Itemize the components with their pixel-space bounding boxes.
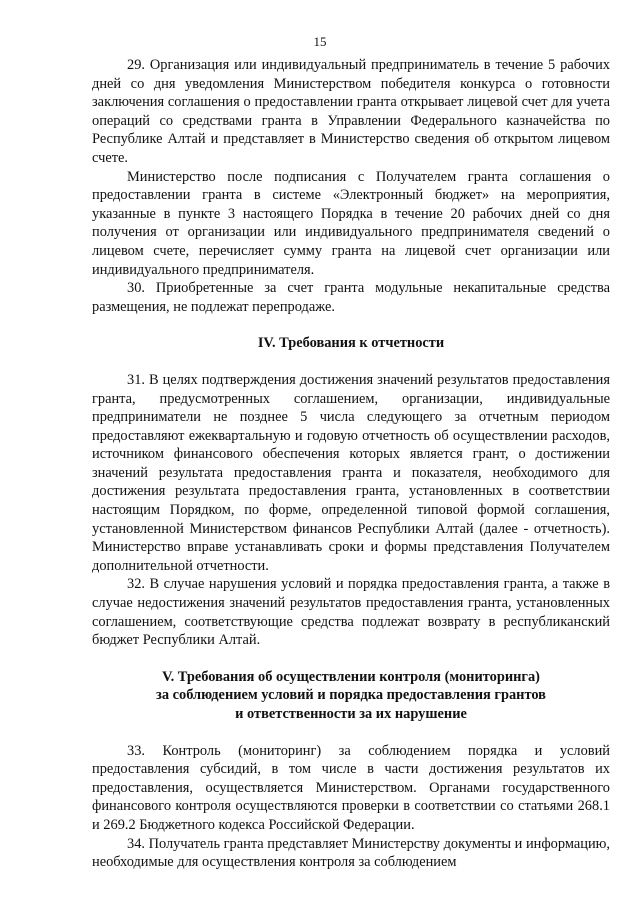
paragraph-29: 29. Организация или индивидуальный предприниматель в течение 5 рабочих дней со дня уведомления Министерством победителя конкурса о готовности заключения соглашения о предоставлении гранта открывает лицевой счет для учета операций со средствами гранта в Управлении Федерального казначейства по Республике Алтай и представляет в Министерство сведения об открытом лицевом счете. (92, 57, 610, 166)
paragraph-32: 32. В случае нарушения условий и порядка предоставления гранта, а также в случае недостижения значений результатов предоставления гранта, установленных соглашением, соответствующие средства подлежат возврату в республиканский бюджет Республики Алтай. (92, 576, 610, 649)
section-5-heading (92, 668, 610, 724)
section-5-heading-line-1: V. Требования об осуществлении контроля (мониторинга) (162, 668, 540, 685)
section-5-heading-line-3: и ответственности за их нарушение (235, 706, 467, 722)
paragraph-ministry-payment: Министерство после подписания с Получателем гранта соглашения о предоставлении гранта в системе «Электронный бюджет» на мероприятия, указанные в пункте 3 настоящего Порядка в течение 20 рабочих дней со дня получения от организации или индивидуального предпринимателя сведений о лицевом счете, перечисляет сумму гранта на лицевой счет организации или индивидуального предпринимателя. (92, 168, 610, 278)
section-4-heading: IV. Требования к отчетности (257, 335, 445, 352)
paragraph-33: 33. Контроль (мониторинг) за соблюдением порядка и условий предоставления субсидий, в том числе в части достижения результатов их предоставления, осуществляется Министерством. Органами государственного финансового контроля осуществляются проверки в соответствии со статьями 268.1 и 269.2 Бюджетного кодекса Российской Федерации. (92, 742, 610, 833)
page-number: 15 (313, 34, 327, 49)
paragraph-31: 31. В целях подтверждения достижения значений результатов предоставления гранта, предусмотренных соглашением, организации, индивидуальные предприниматели не позднее 5 числа следующего за отчетным периодом предоставляют ежеквартальную и годовую отчетность об осуществлении расходов, источником финансового обеспечения которых является грант, о достижении значений результата предоставления гранта и показателя, необходимого для достижения результата предоставления гранта, установленных в соответствии настоящим Порядком, по форме, определенной типовой формой соглашения, установленной Министерством финансов Республики Алтай (далее - отчетность). Министерство вправе устанавливать сроки и формы представления Получателем дополнительной отчетности. (92, 371, 610, 574)
paragraph-34: 34. Получатель гранта представляет Министерству документы и информацию, необходимые для осуществления контроля за соблюдением (92, 835, 610, 871)
document-body (92, 56, 610, 872)
section-5-heading-line-2: за соблюдением условий и порядка предоставления грантов (156, 687, 546, 704)
paragraph-30: 30. Приобретенные за счет гранта модульные некапитальные средства размещения, не подлежат перепродаже. (92, 280, 610, 315)
